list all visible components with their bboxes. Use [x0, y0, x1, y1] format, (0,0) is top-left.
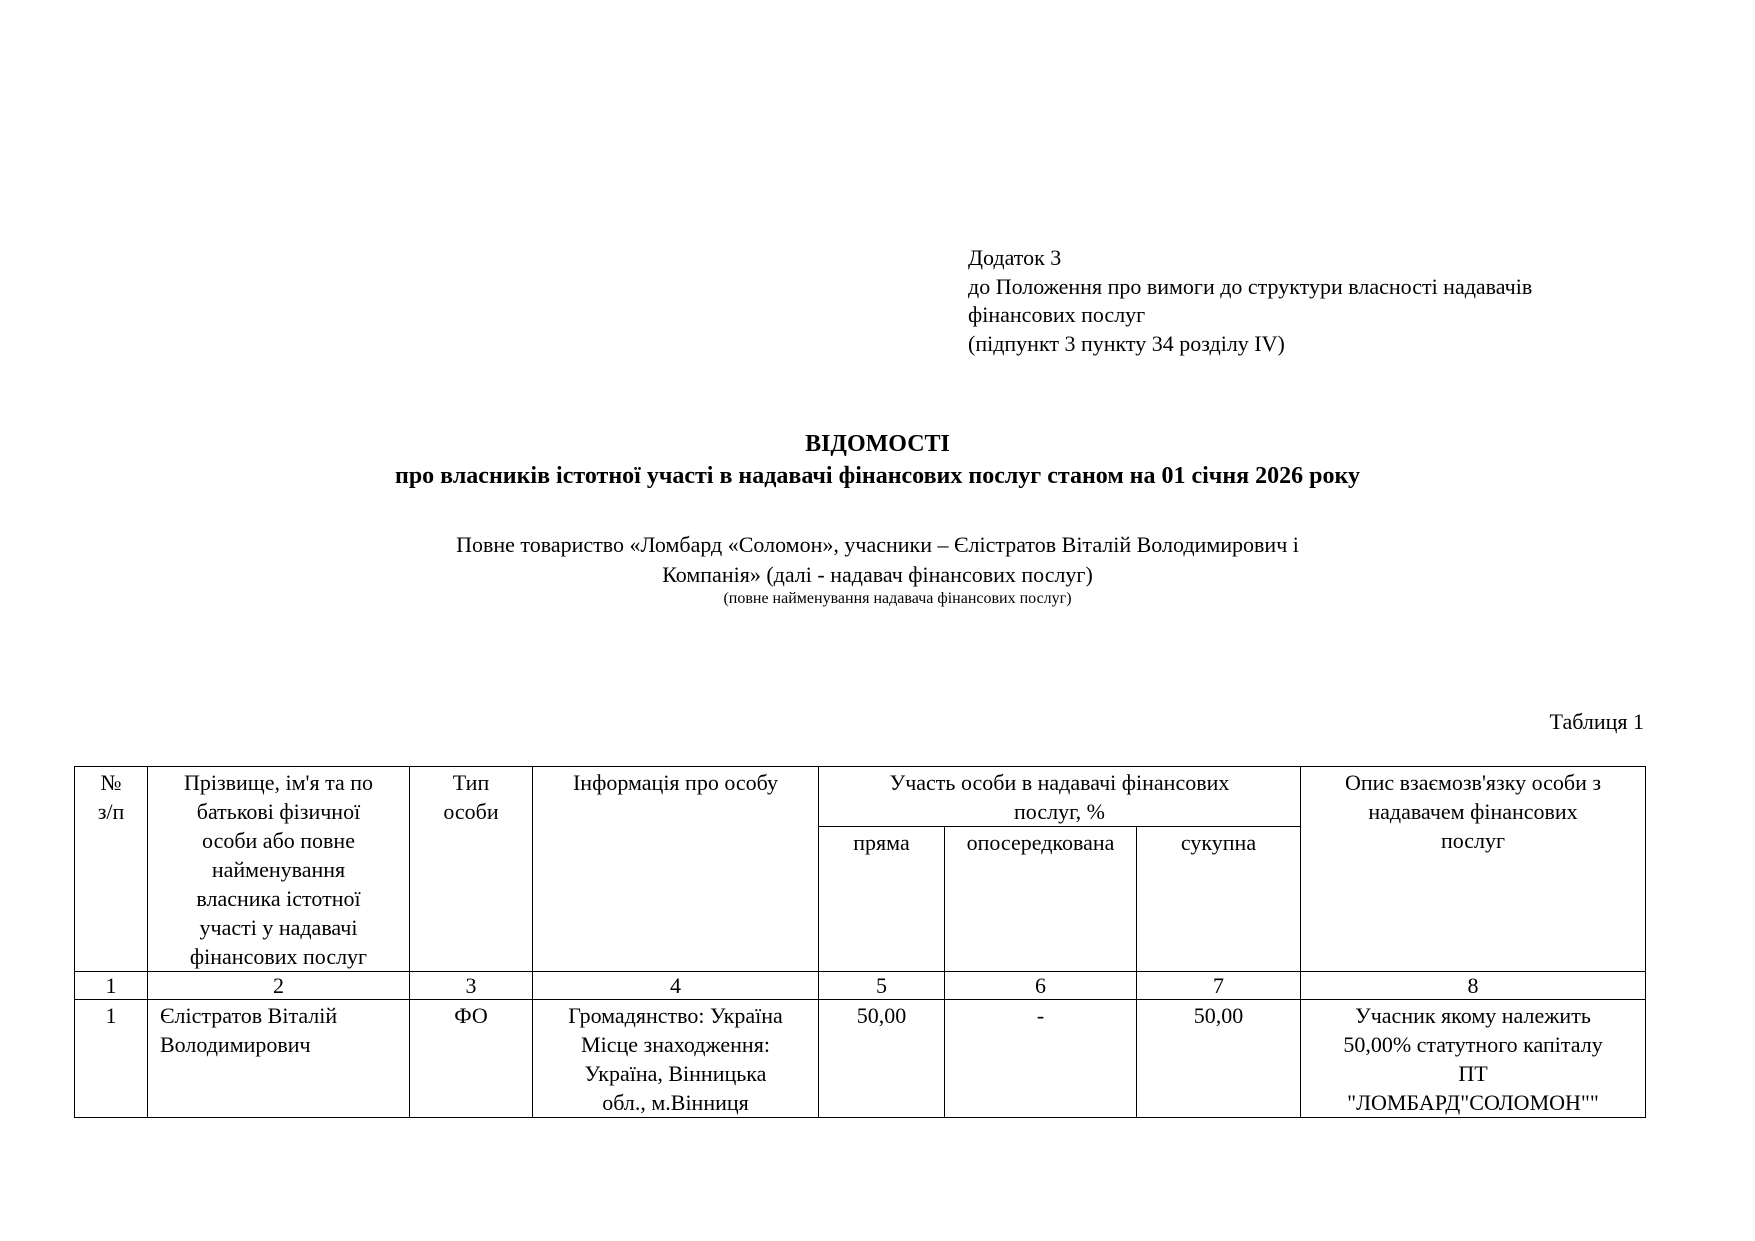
header-num: № з/п: [75, 767, 148, 972]
appendix-line: до Положення про вимоги до структури власності надавачів: [968, 273, 1533, 299]
appendix-reference: [968, 244, 1688, 358]
column-number: 3: [410, 972, 533, 1000]
appendix-line: фінансових послуг: [968, 302, 1146, 327]
document-title: [0, 428, 1755, 492]
owners-table: [74, 766, 1646, 1118]
row-info: Громадянство: Україна Місце знаходження: Україна, Вінницька обл., м.Вінниця: [533, 1000, 819, 1118]
row-direct: 50,00: [819, 1000, 945, 1118]
table-row: [75, 1000, 1646, 1118]
column-number: 1: [75, 972, 148, 1000]
provider-line: Компанія» (далі - надавач фінансових послуг): [662, 562, 1093, 587]
row-name: Єлістратов Віталій Володимирович: [148, 1000, 410, 1118]
row-total: 50,00: [1137, 1000, 1301, 1118]
column-number: 8: [1301, 972, 1646, 1000]
header-indirect: опосередкована: [945, 827, 1137, 972]
row-num: 1: [75, 1000, 148, 1118]
provider-caption: (повне найменування надавача фінансових послуг): [723, 590, 1072, 607]
column-number: 5: [819, 972, 945, 1000]
title-main: ВІДОМОСТІ: [805, 431, 950, 457]
row-type: ФО: [410, 1000, 533, 1118]
column-number: 2: [148, 972, 410, 1000]
header-direct: пряма: [819, 827, 945, 972]
header-info: Інформація про особу: [533, 767, 819, 972]
column-number: 7: [1137, 972, 1301, 1000]
row-description: Учасник якому належить 50,00% статутного капіталу ПТ "ЛОМБАРД"СОЛОМОН"": [1301, 1000, 1646, 1118]
column-number-row: [75, 972, 1646, 1000]
appendix-line: (підпункт 3 пункту 34 розділу IV): [968, 330, 1285, 356]
header-description: Опис взаємозв'язку особи з надавачем фінансових послуг: [1301, 767, 1646, 972]
appendix-line: Додаток 3: [968, 245, 1062, 270]
header-name: Прізвище, ім'я та по батькові фізичної особи або повне найменування власника істотної участі у надавачі фінансових послуг: [148, 767, 410, 972]
title-subtitle: про власників істотної участі в надавачі фінансових послуг станом на 01 січня 2026 року: [395, 463, 1360, 489]
column-number: 4: [533, 972, 819, 1000]
header-row: [75, 767, 1646, 827]
table-caption: Таблиця 1: [1549, 709, 1644, 734]
header-type: Тип особи: [410, 767, 533, 972]
column-number: 6: [945, 972, 1137, 1000]
header-total: сукупна: [1137, 827, 1301, 972]
header-participation: Участь особи в надавачі фінансових послуг, %: [819, 767, 1301, 827]
row-indirect: -: [945, 1000, 1137, 1118]
provider-name: [0, 530, 1755, 608]
provider-line: Повне товариство «Ломбард «Соломон», учасники – Єлістратов Віталій Володимирович і: [456, 532, 1299, 557]
